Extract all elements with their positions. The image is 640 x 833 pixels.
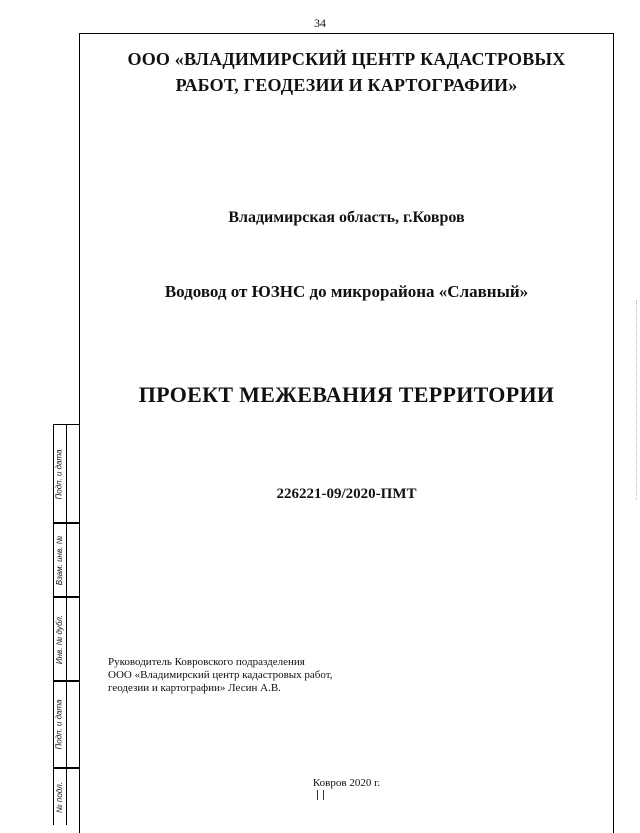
side-field-signature-date-1 xyxy=(53,426,66,522)
head-signature-block xyxy=(108,656,408,695)
side-field-replacement-inv xyxy=(53,524,66,596)
region: Владимирская область, г.Ковров xyxy=(228,209,465,226)
object-title: Водовод от ЮЗНС до микрорайона «Славный» xyxy=(164,282,529,301)
scan-edge-mark xyxy=(635,300,637,500)
document-code: 226221-09/2020-ПМТ xyxy=(276,486,417,502)
side-field-label: Подп. и дата xyxy=(55,448,64,500)
head-line-3: геодезии и картографии» Лесин А.В. xyxy=(108,682,281,694)
side-field-original-no xyxy=(53,769,66,825)
page-number: 34 xyxy=(314,16,326,30)
side-field-label: № подл. xyxy=(55,781,64,813)
side-field-signature-date-2 xyxy=(53,682,66,767)
page-frame xyxy=(79,33,614,833)
organization-line-1: ООО «ВЛАДИМИРСКИЙ ЦЕНТР КАДАСТРОВЫХ xyxy=(127,49,566,69)
side-field-label: Подп. и дата xyxy=(55,699,64,750)
side-field-duplicate-inv xyxy=(53,598,66,680)
footer-city-year: Ковров 2020 г. xyxy=(312,777,381,789)
document-type: ПРОЕКТ МЕЖЕВАНИЯ ТЕРРИТОРИИ xyxy=(138,382,555,407)
head-line-2: ООО «Владимирский центр кадастровых работ, xyxy=(108,669,333,681)
side-field-label: Инв. № дубл. xyxy=(55,614,65,664)
head-line-1: Руководитель Ковровского подразделения xyxy=(108,656,305,668)
organization-line-2: РАБОТ, ГЕОДЕЗИИ И КАРТОГРАФИИ» xyxy=(175,75,518,95)
side-stamp-divider xyxy=(66,424,67,825)
organization-title xyxy=(79,46,614,98)
side-field-label: Взам. инв. № xyxy=(55,535,65,585)
stamp-mark-icon xyxy=(316,790,328,800)
